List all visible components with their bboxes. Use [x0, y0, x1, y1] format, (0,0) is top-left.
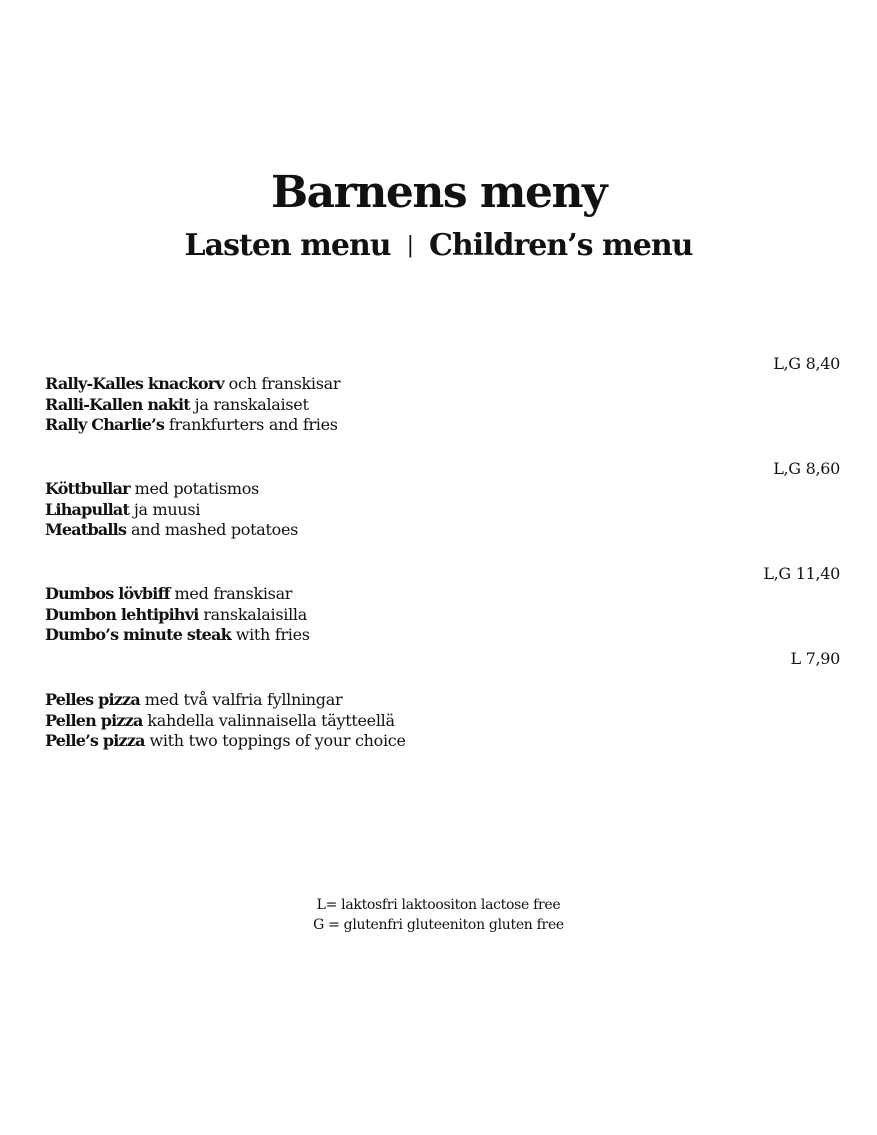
item-line-swedish [45, 584, 310, 605]
dish-name: Dumbo’s minute steak [45, 625, 231, 644]
dish-name: Pellen pizza [45, 710, 143, 730]
allergen-legend [0, 895, 877, 935]
item-price: L,G 11,40 [763, 564, 840, 583]
dish-detail: frankfurters and fries [164, 415, 338, 434]
dish-name: Köttbullar [45, 479, 130, 498]
dish-name: Pelles pizza [45, 690, 140, 709]
item-line-english [45, 415, 340, 436]
item-line-swedish [45, 374, 340, 395]
dish-detail: with fries [230, 625, 310, 644]
dish-name: Ralli-Kallen nakit [45, 394, 190, 414]
item-line-swedish [45, 479, 298, 500]
dish-name: Rally Charlie’s [45, 415, 165, 434]
dish-detail: och franskisar [223, 374, 341, 393]
dish-detail: with two toppings of your choice [144, 731, 406, 750]
dish-detail: med franskisar [169, 584, 293, 603]
legend-lactose: L= laktosfri laktoositon lactose free [316, 897, 561, 913]
item-line-finnish [45, 500, 298, 521]
item-description [45, 479, 298, 541]
subtitle-separator: | [406, 233, 414, 258]
dish-name: Rally-Kalles knackorv [45, 374, 224, 393]
dish-name: Dumbos lövbiff [45, 584, 170, 603]
dish-name: Lihapullat [45, 499, 130, 519]
item-line-finnish [45, 711, 406, 732]
item-price: L,G 8,60 [773, 459, 840, 478]
item-line-english [45, 520, 298, 541]
dish-name: Dumbon lehtipihvi [45, 604, 199, 624]
dish-detail: med potatismos [129, 479, 259, 498]
item-price: L,G 8,40 [773, 354, 840, 373]
subtitle-finnish: Lasten menu [184, 228, 391, 263]
item-line-english [45, 731, 406, 752]
menu-title: Barnens meny [270, 167, 607, 218]
item-line-english [45, 625, 310, 646]
dish-detail: ranskalaisilla [198, 604, 307, 624]
item-price: L 7,90 [790, 649, 840, 668]
dish-detail: ja muusi [129, 499, 201, 519]
item-line-swedish [45, 690, 406, 711]
item-line-finnish [45, 605, 310, 626]
dish-detail: and mashed potatoes [126, 520, 299, 539]
subtitle-english: Children’s menu [429, 228, 693, 263]
dish-name: Pelle’s pizza [45, 731, 145, 750]
dish-detail: ja ranskalaiset [189, 394, 309, 414]
item-description [45, 374, 340, 436]
item-line-finnish [45, 395, 340, 416]
dish-name: Meatballs [45, 520, 127, 539]
item-description [45, 584, 310, 646]
item-description [45, 690, 406, 752]
legend-gluten: G = glutenfri gluteeniton gluten free [313, 917, 564, 933]
dish-detail: kahdella valinnaisella täytteellä [142, 710, 395, 730]
menu-subtitle [0, 228, 877, 264]
dish-detail: med två valfria fyllningar [139, 690, 343, 709]
